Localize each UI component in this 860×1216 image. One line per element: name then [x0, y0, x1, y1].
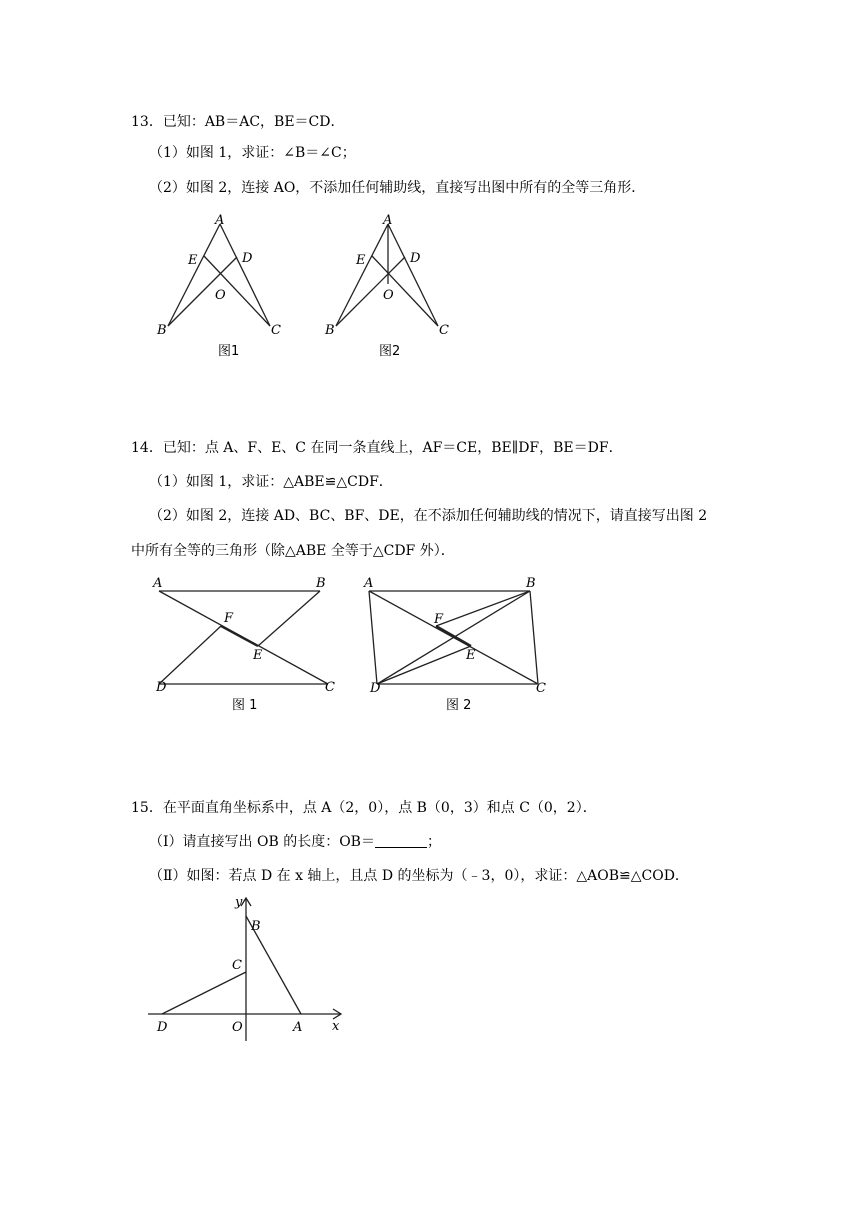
q15-part1-suffix: ；: [426, 834, 441, 850]
q15-part1-prefix: （Ⅰ）请直接写出 OB 的长度：OB＝: [149, 834, 375, 850]
q15-part1: [149, 832, 441, 852]
label-C: C: [536, 681, 546, 696]
label-F: F: [224, 611, 234, 626]
label-B: B: [325, 323, 335, 338]
caption-fig1: 图1: [218, 344, 240, 359]
label-F: F: [434, 612, 444, 627]
label-B: B: [526, 576, 536, 591]
label-y: y: [235, 895, 243, 910]
label-E: E: [466, 648, 476, 663]
label-O: O: [383, 288, 394, 303]
q13-figure-2: [318, 212, 468, 362]
caption-fig2: 图2: [379, 344, 401, 359]
q15-part2: （Ⅱ）如图：若点 D 在 x 轴上，且点 D 的坐标为（﹣3，0），求证：△AOB≌△COD．: [149, 868, 689, 884]
label-D: D: [370, 681, 381, 696]
q13-part2: （2）如图 2，连接 AO，不添加任何辅助线，直接写出图中所有的全等三角形．: [149, 180, 646, 196]
q15-stem: 15．在平面直角坐标系中，点 A（2，0），点 B（0，3）和点 C（0，2）．: [131, 800, 597, 816]
label-x: x: [332, 1019, 340, 1034]
caption-fig2: 图 2: [446, 698, 472, 713]
label-E: E: [188, 253, 198, 268]
label-C: C: [232, 958, 242, 973]
label-A: A: [153, 576, 163, 591]
q15-coordinate-figure: [145, 893, 355, 1048]
label-B: B: [251, 919, 261, 934]
q14-part2-line1: （2）如图 2，连接 AD、BC、BF、DE，在不添加任何辅助线的情况下，请直接写出图 2: [149, 508, 708, 524]
label-C: C: [271, 323, 281, 338]
label-C: C: [439, 323, 449, 338]
q14-figure-1: [150, 570, 350, 720]
label-D: D: [156, 680, 167, 695]
q14-part2-line2: 中所有全等的三角形（除△ABE 全等于△CDF 外）．: [131, 543, 455, 559]
q13-part1: （1）如图 1，求证：∠B＝∠C；: [149, 145, 356, 161]
label-A: A: [215, 213, 225, 228]
q14-part1: （1）如图 1，求证：△ABE≌△CDF．: [149, 474, 393, 490]
label-B: B: [316, 576, 326, 591]
label-A: A: [293, 1020, 303, 1035]
q14-stem: 14．已知：点 A、F、E、C 在同一条直线上，AF＝CE，BE∥DF，BE＝DF．: [131, 440, 623, 456]
q13-stem: 13．已知：AB＝AC，BE＝CD．: [131, 114, 345, 130]
label-D: D: [157, 1020, 168, 1035]
label-O: O: [215, 288, 226, 303]
label-E: E: [356, 253, 366, 268]
q13-figure-1: [150, 212, 300, 362]
answer-blank: [375, 833, 427, 848]
label-D: D: [242, 251, 253, 266]
label-A: A: [383, 213, 393, 228]
label-A: A: [364, 576, 374, 591]
label-E: E: [253, 648, 263, 663]
label-C: C: [325, 680, 335, 695]
caption-fig1: 图 1: [232, 698, 258, 713]
q14-figure-2: [360, 570, 560, 720]
label-B: B: [157, 323, 167, 338]
label-D: D: [410, 251, 421, 266]
label-O: O: [232, 1020, 243, 1035]
